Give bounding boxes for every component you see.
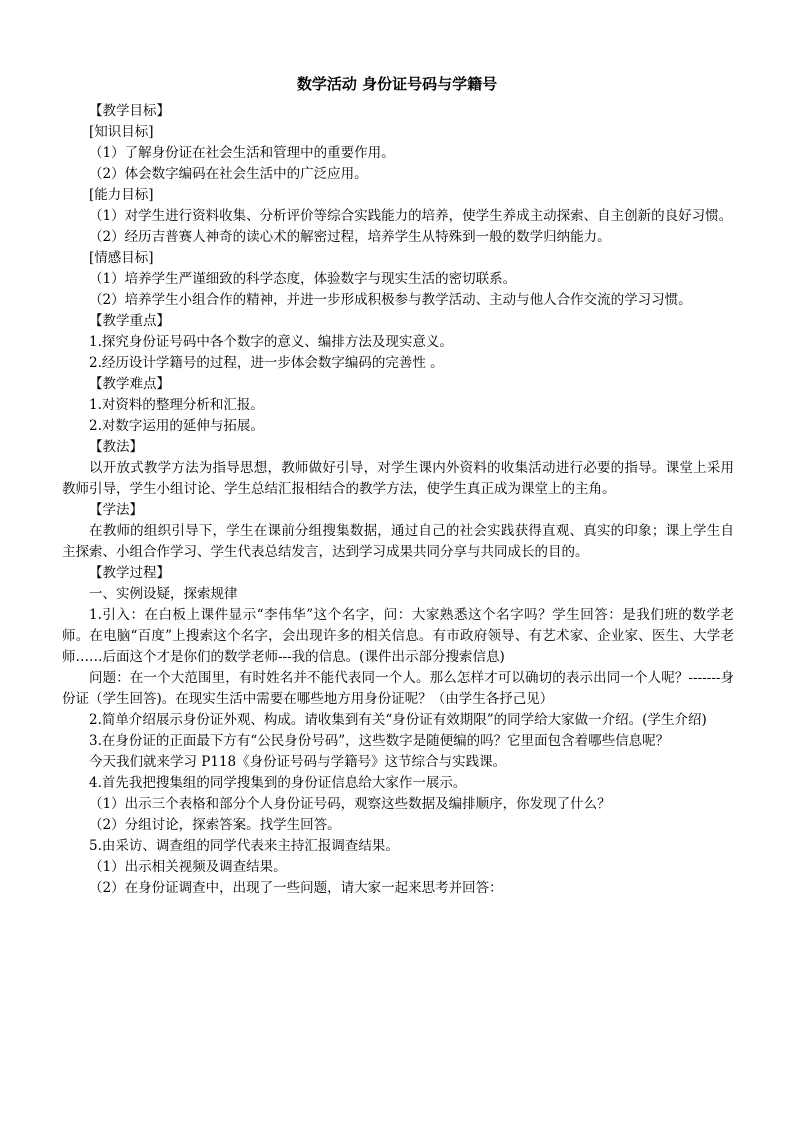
section-heading: 【学法】 [89, 502, 143, 518]
paragraph: （1）出示相关视频及调查结果。 [89, 859, 287, 875]
paragraph: （2）在身份证调查中，出现了一些问题，请大家一起来思考并回答： [89, 880, 503, 896]
section-heading: 【教学目标】 [89, 103, 170, 119]
paragraph: （2）经历吉普赛人神奇的读心术的解密过程，培养学生从特殊到一般的数学归纳能力。 [89, 229, 611, 245]
section-heading: 【教法】 [89, 439, 143, 455]
paragraph: （1）出示三个表格和部分个人身份证号码，观察这些数据及编排顺序，你发现了什么？ [89, 796, 611, 812]
section-heading: 【教学过程】 [89, 565, 170, 581]
paragraph: 一、实例设疑，探索规律 [89, 586, 238, 602]
paragraph: 1.对资料的整理分析和汇报。 [89, 397, 264, 413]
paragraph: 今天我们就来学习 P118《身份证号码与学籍号》这节综合与实践课。 [89, 754, 507, 770]
paragraph: 1.探究身份证号码中各个数字的意义、编排方法及现实意义。 [89, 334, 453, 350]
paragraph: 2.经历设计学籍号的过程，进一步体会数字编码的完善性 。 [89, 355, 444, 371]
paragraph: （2）体会数字编码在社会生活中的广泛应用。 [89, 166, 368, 182]
paragraph: （2）培养学生小组合作的精神，并进一步形成积极参与教学活动、主动与他人合作交流的学习习惯。 [89, 292, 692, 308]
paragraph: 5.由采访、调查组的同学代表来主持汇报调查结果。 [89, 838, 399, 854]
paragraph: 2.对数字运用的延伸与拓展。 [89, 418, 264, 434]
paragraph: （1）对学生进行资料收集、分析评价等综合实践能力的培养，使学生养成主动探索、自主创新的良好习惯。 [89, 208, 733, 224]
paragraph: （2）分组讨论，探索答案。找学生回答。 [89, 817, 341, 833]
subsection-heading: [情感目标] [89, 250, 154, 266]
paragraph: 1.引入：在白板上课件显示“李伟华”这个名字，问：大家熟悉这个名字吗？学生回答：是我们班的数学老师。在电脑“百度”上搜索这个名字，会出现许多的相关信息。有市政府领导、有艺术家、企业家、医生、大学老师……后面这个才是你们的数学老师---我的信息。(课件出示部分搜索信息) [62, 607, 734, 665]
document-body [62, 101, 734, 899]
subsection-heading: [知识目标] [89, 124, 154, 140]
document-title: 数学活动 身份证号码与学籍号 [296, 75, 498, 93]
paragraph: 问题：在一个大范围里，有时姓名并不能代表同一个人。那么怎样才可以确切的表示出同一个人呢？-------身份证（学生回答)。在现实生活中需要在哪些地方用身份证呢？（由学生各抒己见） [62, 670, 734, 707]
paragraph: 3.在身份证的正面最下方有“公民身份号码”，这些数字是随便编的吗？它里面包含着哪些信息呢？ [89, 733, 670, 749]
paragraph: 4.首先我把搜集组的同学搜集到的身份证信息给大家作一展示。 [89, 775, 467, 791]
paragraph: 以开放式教学方法为指导思想，教师做好引导，对学生课内外资料的收集活动进行必要的指导。课堂上采用教师引导，学生小组讨论、学生总结汇报相结合的教学方法，使学生真正成为课堂上的主角。 [62, 460, 734, 497]
paragraph: （1）了解身份证在社会生活和管理中的重要作用。 [89, 145, 395, 161]
paragraph: 2.简单介绍展示身份证外观、构成。请收集到有关“身份证有效期限”的同学给大家做一介绍。(学生介绍) [89, 712, 707, 728]
paragraph: 在教师的组织引导下，学生在课前分组搜集数据，通过自己的社会实践获得直观、真实的印象；课上学生自主探索、小组合作学习、学生代表总结发言，达到学习成果共同分享与共同成长的目的。 [62, 523, 734, 560]
section-heading: 【教学重点】 [89, 313, 170, 329]
section-heading: 【教学难点】 [89, 376, 170, 392]
paragraph: （1）培养学生严谨细致的科学态度，体验数字与现实生活的密切联系。 [89, 271, 517, 287]
subsection-heading: [能力目标] [89, 187, 154, 203]
